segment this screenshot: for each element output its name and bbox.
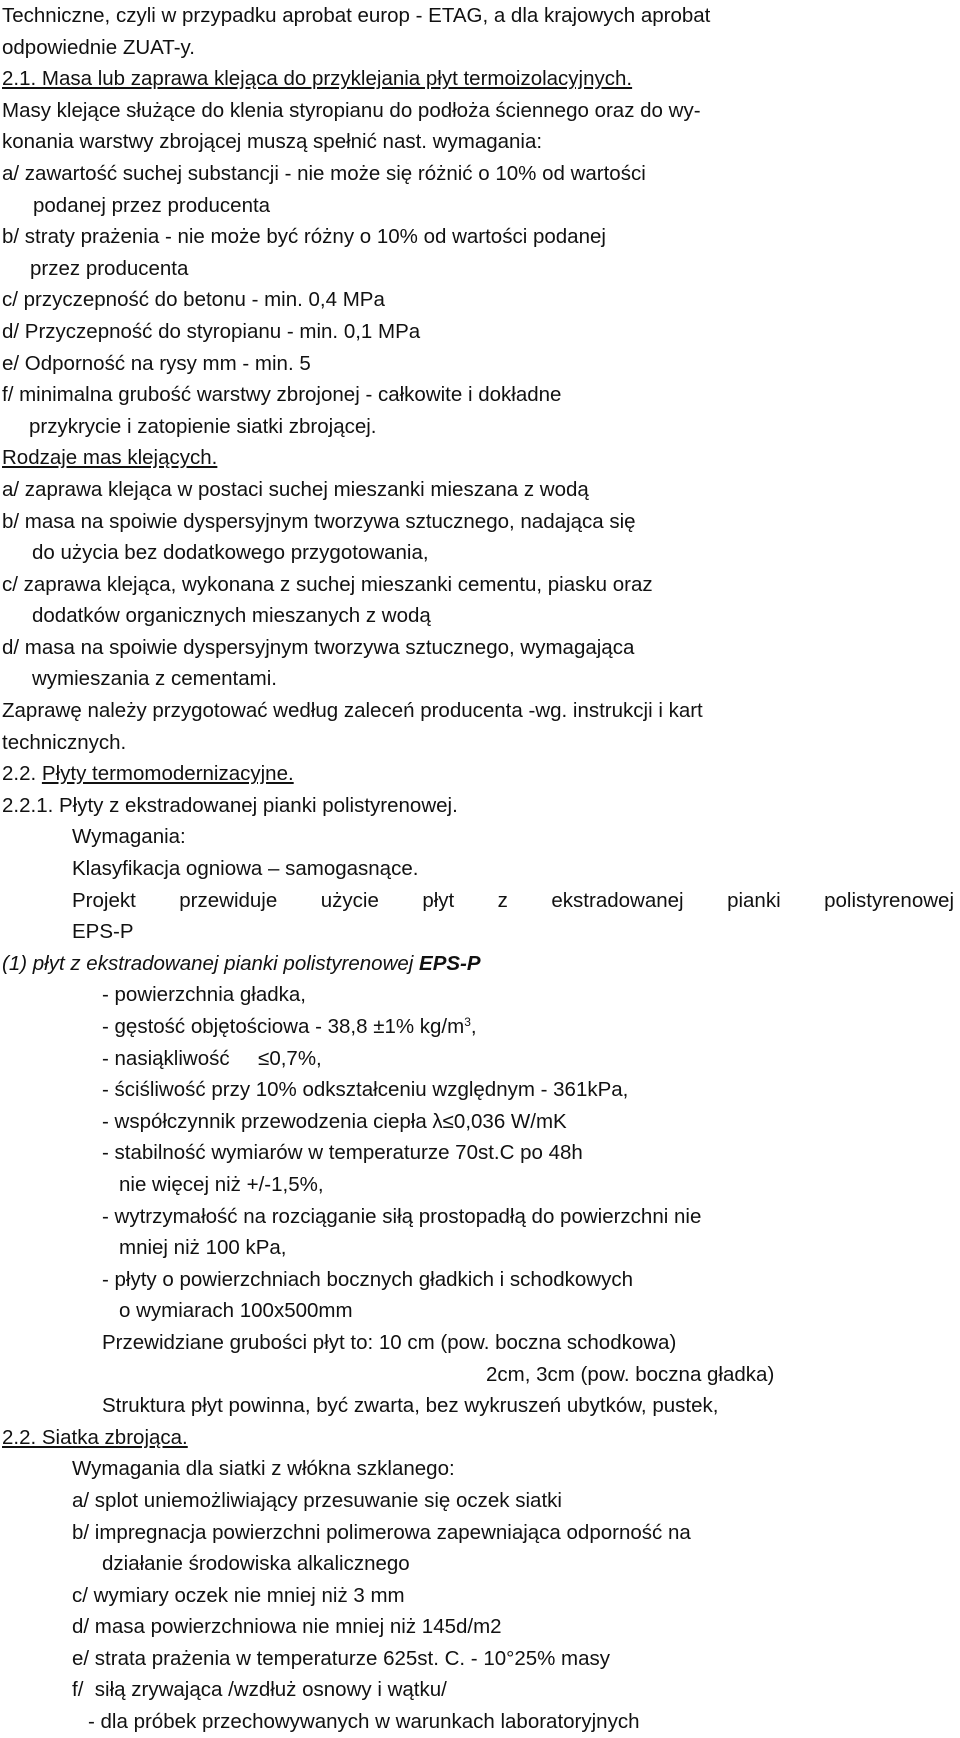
list-item-continuation: - dla próbek przechowywanych w warunkach laboratoryjnych — [88, 1710, 640, 1734]
section-heading: Rodzaje mas klejących. — [2, 446, 218, 470]
list-item-continuation: nie więcej niż +/-1,5%, — [119, 1172, 324, 1196]
list-item-continuation: przez producenta — [30, 256, 189, 280]
text-line: Wymagania dla siatki z włókna szklanego: — [72, 1457, 455, 1481]
section-title: Płyty termomodernizacyjne. — [41, 762, 294, 786]
document-page — [2, 0, 954, 1738]
list-item: c/ przyczepność do betonu - min. 0,4 MPa — [2, 288, 385, 312]
list-item: c/ wymiary oczek nie mniej niż 3 mm — [72, 1583, 405, 1607]
text-line: Przewidziane grubości płyt to: 10 cm (pow. boczna schodkowa) — [102, 1330, 677, 1354]
list-item: a/ zawartość suchej substancji - nie może się różnić o 10% od wartości — [2, 161, 646, 185]
text-line: odpowiednie ZUAT-y. — [2, 35, 195, 59]
list-item: - wytrzymałość na rozciąganie siłą prostopadłą do powierzchni nie — [102, 1204, 702, 1228]
text-line: EPS-P — [72, 920, 134, 944]
text-line: Techniczne, czyli w przypadku aprobat europ - ETAG, a dla krajowych aprobat — [2, 4, 711, 27]
list-item: a/ zaprawa klejąca w postaci suchej mieszanki mieszana z wodą — [2, 477, 589, 501]
list-item: - współczynnik przewodzenia ciepła λ≤0,036 W/mK — [102, 1109, 567, 1133]
list-item: d/ masa na spoiwie dyspersyjnym tworzywa sztucznego, wymagająca — [2, 635, 635, 659]
product-heading — [2, 948, 954, 980]
list-item: e/ strata prażenia w temperaturze 625st. C. - 10°25% masy — [72, 1646, 611, 1670]
text-line: Struktura płyt powinna, być zwarta, bez wykruszeń ubytków, pustek, — [102, 1394, 719, 1418]
list-item-continuation: wymieszania z cementami. — [32, 667, 277, 691]
list-item: b/ masa na spoiwie dyspersyjnym tworzywa sztucznego, nadająca się — [2, 509, 636, 533]
list-item-continuation: dodatków organicznych mieszanych z wodą — [32, 604, 431, 628]
list-item: a/ splot uniemożliwiający przesuwanie się oczek siatki — [72, 1488, 562, 1512]
text-line: Wymagania: — [72, 825, 186, 849]
list-item: b/ impregnacja powierzchni polimerowa zapewniająca odporność na — [72, 1520, 691, 1544]
list-item: c/ zaprawa klejąca, wykonana z suchej mieszanki cementu, piasku oraz — [2, 572, 653, 596]
product-heading-text: (1) płyt z ekstradowanej pianki polistyrenowej — [2, 951, 420, 975]
list-item: - płyty o powierzchniach bocznych gładkich i schodkowych — [102, 1267, 633, 1291]
list-item-continuation: podanej przez producenta — [33, 193, 271, 217]
text-line: Zaprawę należy przygotować według zaleceń producenta -wg. instrukcji i kart — [2, 699, 703, 723]
list-item-text: , — [470, 1015, 477, 1038]
subsection-heading: 2.2.1. Płyty z ekstradowanej pianki polistyrenowej. — [2, 793, 458, 817]
list-item-continuation: o wymiarach 100x500mm — [119, 1299, 353, 1323]
list-item-continuation: działanie środowiska alkalicznego — [102, 1552, 410, 1576]
text-line: konania warstwy zbrojącej muszą spełnić nast. wymagania: — [2, 130, 543, 154]
list-item: e/ Odporność na rysy mm - min. 5 — [2, 351, 311, 375]
list-item-continuation: do użycia bez dodatkowego przygotowania, — [32, 541, 429, 565]
section-heading: 2.2. Siatka zbrojąca. — [2, 1425, 188, 1449]
product-code: EPS-P — [419, 951, 481, 975]
text-line: Projekt przewiduje użycie płyt z ekstradowanej pianki polistyrenowej — [72, 888, 954, 912]
list-item: - nasiąkliwość ≤0,7%, — [102, 1046, 322, 1070]
list-item-continuation: przykrycie i zatopienie siatki zbrojącej. — [29, 414, 377, 438]
list-item — [2, 1011, 954, 1043]
list-item: d/ masa powierzchniowa nie mniej niż 145d/m2 — [72, 1615, 502, 1639]
list-item-text: - gęstość objętościowa - 38,8 ±1% kg/m — [102, 1015, 465, 1038]
list-item: b/ straty prażenia - nie może być różny o 10% od wartości podanej — [2, 225, 606, 249]
list-item: - stabilność wymiarów w temperaturze 70st.C po 48h — [102, 1141, 583, 1165]
text-line: technicznych. — [2, 730, 127, 754]
list-item: f/ minimalna grubość warstwy zbrojonej - całkowite i dokładne — [2, 383, 562, 407]
text-line: 2cm, 3cm (pow. boczna gładka) — [486, 1362, 775, 1386]
list-item: f/ siłą zrywająca /wzdłuż osnowy i wątku/ — [72, 1678, 447, 1702]
superscript: 3 — [464, 1015, 471, 1029]
list-item: d/ Przyczepność do styropianu - min. 0,1 MPa — [2, 319, 421, 343]
section-heading — [2, 758, 954, 790]
list-item: - ściśliwość przy 10% odkształceniu względnym - 361kPa, — [102, 1078, 629, 1102]
section-number: 2.2. — [2, 762, 42, 786]
section-heading: 2.1. Masa lub zaprawa klejąca do przyklejania płyt termoizolacyjnych. — [2, 67, 633, 91]
list-item-continuation: mniej niż 100 kPa, — [119, 1236, 287, 1260]
list-item: - powierzchnia gładka, — [102, 983, 306, 1007]
text-line: Klasyfikacja ogniowa – samogasnące. — [72, 857, 419, 881]
text-line: Masy klejące służące do klenia styropianu do podłoża ściennego oraz do wy- — [2, 98, 701, 122]
